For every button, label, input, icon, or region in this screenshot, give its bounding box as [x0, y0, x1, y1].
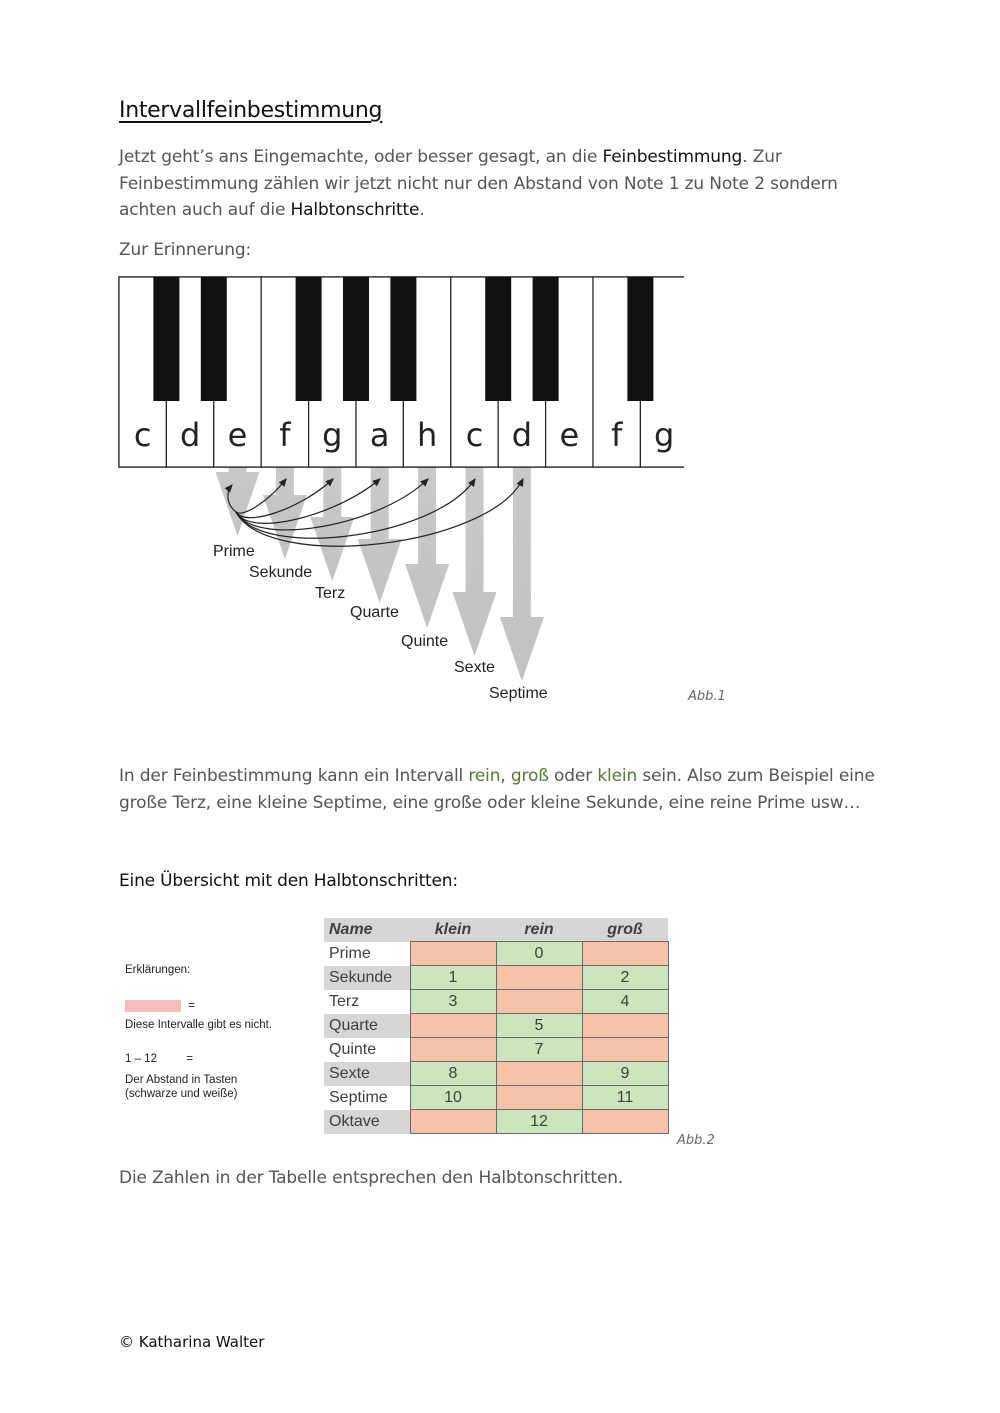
table-row: [324, 1014, 668, 1038]
table-row: [324, 1086, 668, 1110]
cell-klein: [410, 1014, 496, 1038]
key-label: e: [227, 416, 248, 454]
key-label: f: [611, 416, 623, 454]
interval-label: Sekunde: [249, 564, 313, 581]
interval-table: [324, 918, 669, 1134]
cell-klein: [410, 1110, 496, 1134]
cell-rein: [496, 966, 582, 990]
intro-text: . Zur Feinbestimmung zählen wir jetzt nicht nur den Abstand von Note 1 zu Note 2 sondern achten auch auf die: [119, 147, 838, 220]
term-klein: klein: [597, 766, 638, 786]
piano-interval-figure: [118, 276, 688, 706]
interval-name: Quinte: [324, 1038, 410, 1062]
cell-klein: 10: [410, 1086, 496, 1110]
legend-swatch: [125, 1000, 181, 1012]
key-label: a: [369, 416, 390, 454]
cell-gross: [582, 1110, 668, 1134]
table-row: [324, 966, 668, 990]
black-key: [390, 277, 416, 401]
legend-equals: =: [188, 1000, 195, 1013]
key-label: g: [653, 416, 675, 454]
interval-label: Quinte: [401, 633, 449, 650]
closing-text: Die Zahlen in der Tabelle entsprechen den Halbtonschritten.: [119, 1168, 624, 1188]
interval-name: Oktave: [324, 1110, 410, 1134]
page-title: Intervallfeinbestimmung: [119, 98, 383, 123]
fine-text: oder: [548, 766, 598, 786]
cell-rein: 0: [496, 942, 582, 966]
cell-gross: 11: [582, 1086, 668, 1110]
interval-name: Sekunde: [324, 966, 410, 990]
table-row: [324, 1038, 668, 1062]
cell-rein: 5: [496, 1014, 582, 1038]
black-key: [533, 277, 559, 401]
piano-keyboard: [119, 276, 688, 472]
key-label: c: [133, 416, 152, 454]
cell-klein: 1: [410, 966, 496, 990]
interval-arrow: [358, 467, 402, 603]
interval-table-body: [324, 942, 668, 1134]
interval-label: Terz: [315, 585, 346, 602]
cell-rein: [496, 990, 582, 1014]
legend-title: Erklärungen:: [125, 964, 191, 976]
cell-klein: 3: [410, 990, 496, 1014]
term-rein: rein: [468, 766, 501, 786]
black-key: [627, 277, 653, 401]
table-row: [324, 990, 668, 1014]
fine-text: In der Feinbestimmung kann ein Intervall: [119, 766, 469, 786]
term-gross: groß: [510, 766, 549, 786]
legend-swatch-row: [125, 1000, 195, 1012]
cell-rein: [496, 1086, 582, 1110]
cell-rein: 12: [496, 1110, 582, 1134]
interval-name: Prime: [324, 942, 410, 966]
legend-equals: =: [186, 1053, 193, 1065]
key-label: d: [179, 416, 201, 454]
key-label: e: [559, 416, 580, 454]
intro-text: .: [419, 200, 425, 220]
header-gross: groß: [582, 918, 668, 942]
cell-klein: [410, 1038, 496, 1062]
interval-name: Quarte: [324, 1014, 410, 1038]
term-halbtonschritte: Halbtonschritte: [290, 200, 420, 220]
interval-label: Septime: [489, 685, 548, 702]
reminder-text: Zur Erinnerung:: [119, 240, 252, 260]
black-key: [485, 277, 511, 401]
footer-copyright: © Katharina Walter: [119, 1333, 265, 1351]
key-label: d: [511, 416, 533, 454]
black-key: [201, 277, 227, 401]
black-key: [296, 277, 322, 401]
cell-gross: [582, 942, 668, 966]
legend-distance-2: (schwarze und weiße): [125, 1088, 238, 1100]
fine-paragraph: [119, 763, 879, 816]
table-row: [324, 1110, 668, 1134]
cell-gross: [582, 1038, 668, 1062]
legend-range: 1 – 12: [125, 1053, 157, 1065]
key-label: c: [465, 416, 484, 454]
key-label: g: [322, 416, 343, 454]
legend-none-text: Diese Intervalle gibt es nicht.: [125, 1019, 273, 1031]
cell-gross: 2: [582, 966, 668, 990]
fine-text: ,: [500, 766, 511, 786]
header-name: Name: [324, 918, 410, 942]
legend-range-row: [125, 1053, 193, 1065]
intro-text: Jetzt geht’s ans Eingemachte, oder besser gesagt, an die: [119, 147, 603, 167]
cell-gross: 9: [582, 1062, 668, 1086]
intro-paragraph: [119, 144, 879, 224]
interval-name: Terz: [324, 990, 410, 1014]
table-row: [324, 1062, 668, 1086]
key-label: f: [279, 416, 291, 454]
interval-label: Quarte: [350, 604, 399, 621]
cell-klein: [410, 942, 496, 966]
cell-gross: [582, 1014, 668, 1038]
legend-distance-1: Der Abstand in Tasten: [125, 1074, 238, 1086]
table-header-row: [324, 918, 668, 942]
figure-caption-1: Abb.1: [688, 689, 726, 704]
cell-gross: 4: [582, 990, 668, 1014]
table-row: [324, 942, 668, 966]
interval-name: Septime: [324, 1086, 410, 1110]
interval-label: Prime: [213, 543, 255, 560]
cell-rein: 7: [496, 1038, 582, 1062]
black-key: [153, 277, 179, 401]
term-feinbestimmung: Feinbestimmung: [602, 147, 743, 167]
figure-caption-2: Abb.2: [677, 1133, 715, 1148]
cell-rein: [496, 1062, 582, 1086]
interval-label: Sexte: [454, 659, 495, 676]
black-key: [343, 277, 369, 401]
key-label: h: [416, 416, 438, 454]
fine-text: sein. Also zum Beispiel eine große Terz, eine kleine Septime, eine große oder kleine Sekunde, eine reine Prime usw…: [119, 766, 875, 813]
interval-name: Sexte: [324, 1062, 410, 1086]
cell-klein: 8: [410, 1062, 496, 1086]
overview-heading: Eine Übersicht mit den Halbtonschritten:: [119, 871, 458, 891]
interval-arrow: [405, 467, 449, 628]
header-klein: klein: [410, 918, 496, 942]
header-rein: rein: [496, 918, 582, 942]
